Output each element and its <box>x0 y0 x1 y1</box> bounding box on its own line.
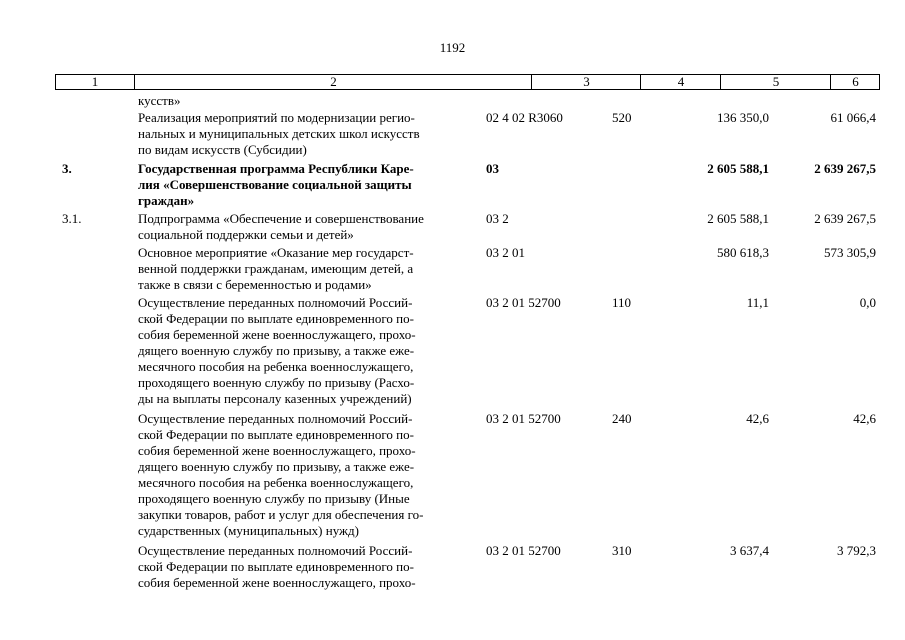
amount-year-1: 2 605 588,1 <box>707 160 769 176</box>
amount-year-1: 11,1 <box>746 294 769 310</box>
table-header <box>55 74 880 90</box>
row-description <box>138 245 478 293</box>
page-number: 1192 <box>439 40 466 55</box>
table-row <box>0 161 905 210</box>
amount-year-1: 2 605 588,1 <box>707 210 769 226</box>
amount-year-1: 3 637,4 <box>730 542 769 558</box>
budget-code: 03 2 <box>486 210 509 226</box>
table-row <box>0 110 905 159</box>
row-number: 3.1. <box>62 210 82 226</box>
description-line: венной поддержки гражданам, имеющим детей, а <box>138 260 414 276</box>
description-line: ской Федерации по выплате единовременного по- <box>138 310 414 326</box>
amount-year-2: 3 792,3 <box>837 542 876 558</box>
amount-year-2: 42,6 <box>853 410 876 426</box>
budget-code: 03 2 01 52700 <box>486 410 561 426</box>
description-line: Подпрограмма «Обеспечение и совершенствование <box>138 210 424 226</box>
expense-type: 240 <box>612 410 632 426</box>
description-line: месячного пособия на ребенка военнослужащего, <box>138 358 414 374</box>
table-row <box>0 295 905 410</box>
row-description <box>138 411 478 539</box>
budget-code: 03 <box>486 160 499 176</box>
amount-year-2: 2 639 267,5 <box>814 160 876 176</box>
amount-year-2: 2 639 267,5 <box>814 210 876 226</box>
description-line: проходящего военную службу по призыву (Иные <box>138 490 410 506</box>
header-col-6: 6 <box>830 75 880 89</box>
table-row <box>0 543 905 592</box>
budget-code: 03 2 01 <box>486 244 525 260</box>
amount-year-2: 61 066,4 <box>830 110 876 126</box>
table-row <box>0 411 905 542</box>
budget-code: 03 2 01 52700 <box>486 294 561 310</box>
description-line: закупки товаров, работ и услуг для обеспечения го- <box>138 506 424 522</box>
amount-year-1: 42,6 <box>746 410 769 426</box>
description-line: сударственных (муниципальных) нужд) <box>138 522 359 538</box>
description-line: дящего военную службу по призыву, а также еже- <box>138 342 415 358</box>
description-line: также в связи с беременностью и родами» <box>138 276 372 292</box>
description-line: Осуществление переданных полномочий Россий- <box>138 410 413 426</box>
description-line: лия «Совершенствование социальной защиты <box>138 176 412 192</box>
header-col-3: 3 <box>531 75 641 89</box>
description-line: собия беременной жене военнослужащего, прохо- <box>138 574 416 590</box>
description-line: кусств» <box>138 93 181 108</box>
budget-code: 03 2 01 52700 <box>486 542 561 558</box>
budget-code: 02 4 02 R3060 <box>486 110 563 126</box>
description-line: Осуществление переданных полномочий Россий- <box>138 294 413 310</box>
description-line: социальной поддержки семьи и детей» <box>138 226 354 242</box>
description-line: Осуществление переданных полномочий Россий- <box>138 542 413 558</box>
amount-year-2: 573 305,9 <box>824 244 876 260</box>
row-description <box>138 110 478 158</box>
header-col-4: 4 <box>640 75 721 89</box>
description-line: ской Федерации по выплате единовременного по- <box>138 558 414 574</box>
row-description <box>138 295 478 407</box>
description-line: проходящего военную службу по призыву (Расхо- <box>138 374 415 390</box>
header-col-1: 1 <box>91 74 99 89</box>
expense-type: 110 <box>612 294 632 310</box>
description-line: месячного пособия на ребенка военнослужащего, <box>138 474 414 490</box>
description-line: нальных и муниципальных детских школ искусств <box>138 126 420 142</box>
header-col-5: 5 <box>720 75 831 89</box>
row-description <box>138 161 478 209</box>
description-line: граждан» <box>138 192 195 208</box>
table-row <box>0 211 905 244</box>
description-line: собия беременной жене военнослужащего, прохо- <box>138 326 416 342</box>
description-line: Государственная программа Республики Каре- <box>138 160 414 176</box>
row-number: 3. <box>62 160 72 176</box>
header-col-2: 2 <box>134 75 532 89</box>
row-description <box>138 93 478 109</box>
row-description <box>138 543 478 591</box>
amount-year-2: 0,0 <box>859 294 876 310</box>
description-line: Реализация мероприятий по модернизации регио- <box>138 110 415 126</box>
description-line: Основное мероприятие «Оказание мер государст- <box>138 244 414 260</box>
amount-year-1: 136 350,0 <box>717 110 769 126</box>
description-line: ды на выплаты персоналу казенных учреждений) <box>138 390 412 406</box>
table-row <box>0 245 905 294</box>
expense-type: 520 <box>612 110 632 126</box>
amount-year-1: 580 618,3 <box>717 244 769 260</box>
row-description <box>138 211 478 243</box>
description-line: ской Федерации по выплате единовременного по- <box>138 426 414 442</box>
description-line: дящего военную службу по призыву, а также еже- <box>138 458 415 474</box>
description-line: собия беременной жене военнослужащего, прохо- <box>138 442 416 458</box>
description-line: по видам искусств (Субсидии) <box>138 142 307 158</box>
table-row <box>0 93 905 109</box>
expense-type: 310 <box>612 542 632 558</box>
